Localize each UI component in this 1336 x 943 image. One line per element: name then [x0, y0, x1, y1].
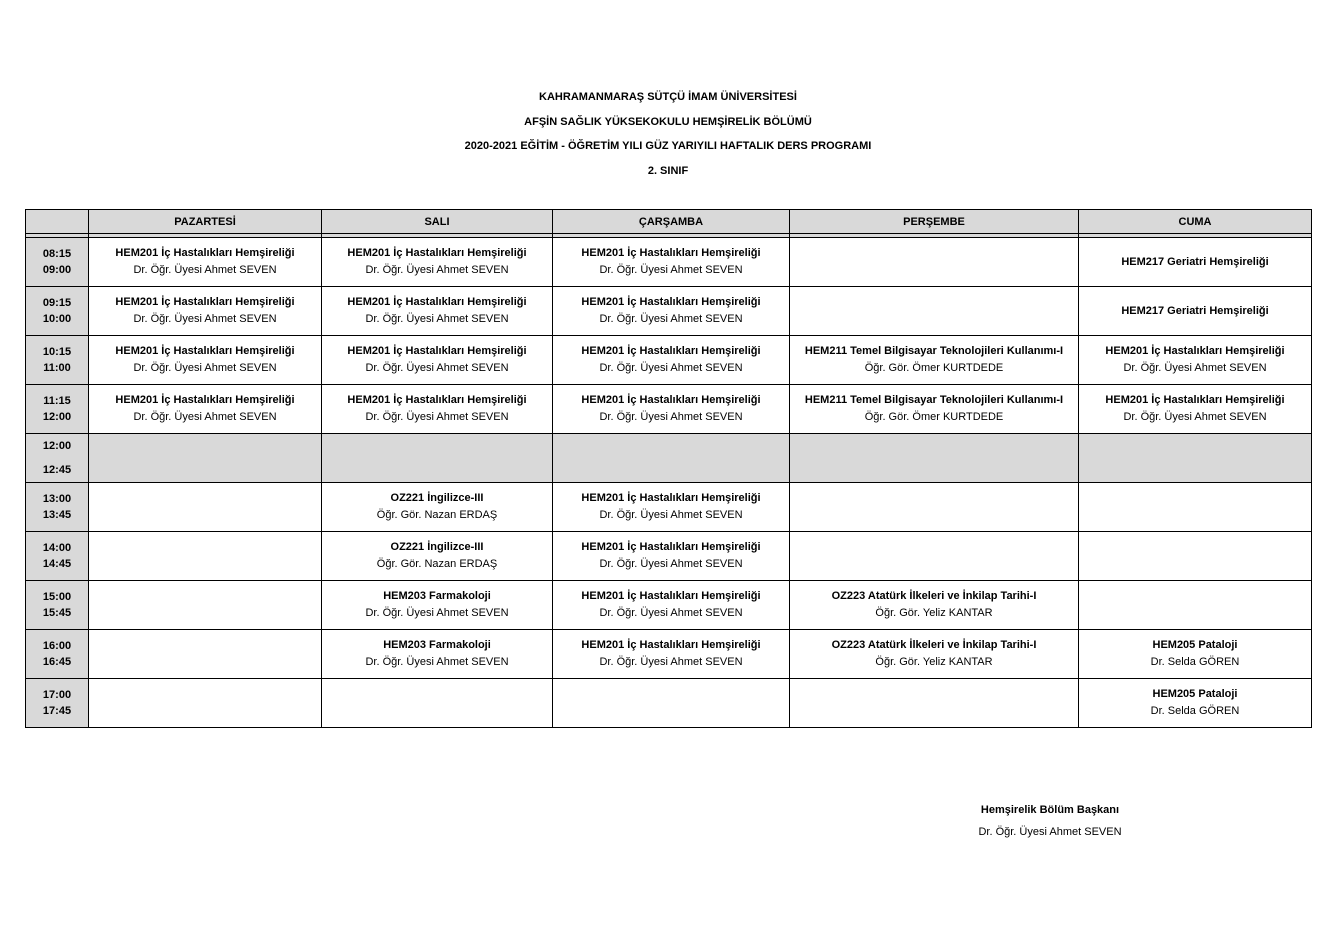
class-cell: [322, 532, 553, 581]
class-cell: [89, 336, 322, 385]
instructor-name: Dr. Selda GÖREN: [1150, 656, 1240, 668]
day-header-row: [26, 210, 1312, 234]
start-time: 10:15: [42, 346, 72, 358]
course-name: HEM201 İç Hastalıkları Hemşireliği: [115, 247, 295, 259]
time-slot-row: [26, 532, 1312, 581]
class-cell: [89, 287, 322, 336]
course-name: HEM203 Farmakoloji: [383, 590, 491, 602]
time-cell: [26, 483, 89, 532]
instructor-name: Dr. Öğr. Üyesi Ahmet SEVEN: [1123, 411, 1267, 423]
course-name: HEM201 İç Hastalıkları Hemşireliği: [115, 296, 295, 308]
time-cell: [26, 434, 89, 483]
time-slot-row: [26, 630, 1312, 679]
start-time: 11:15: [43, 395, 71, 407]
instructor-name: Dr. Öğr. Üyesi Ahmet SEVEN: [365, 411, 509, 423]
class-cell: [553, 483, 790, 532]
course-name: HEM201 İç Hastalıkları Hemşireliği: [581, 394, 761, 406]
start-time: 13:00: [42, 493, 72, 505]
course-name: OZ221 İngilizce-III: [390, 492, 484, 504]
day-header: CUMA: [1079, 210, 1312, 234]
course-name: HEM201 İç Hastalıkları Hemşireliği: [581, 345, 761, 357]
instructor-name: Dr. Öğr. Üyesi Ahmet SEVEN: [599, 362, 743, 374]
class-cell: [1079, 483, 1312, 532]
course-name: HEM201 İç Hastalıkları Hemşireliği: [581, 492, 761, 504]
class-cell: [553, 532, 790, 581]
time-cell: [26, 630, 89, 679]
class-cell: [553, 238, 790, 287]
instructor-name: Dr. Öğr. Üyesi Ahmet SEVEN: [133, 411, 277, 423]
department-title: AFŞİN SAĞLIK YÜKSEKOKULU HEMŞİRELİK BÖLÜMÜ: [524, 116, 812, 128]
class-cell: [1079, 287, 1312, 336]
class-cell: [790, 385, 1079, 434]
signature-name: Dr. Öğr. Üyesi Ahmet SEVEN: [978, 826, 1122, 838]
schedule-table: [25, 209, 1312, 728]
course-name: HEM201 İç Hastalıkları Hemşireliği: [347, 394, 527, 406]
class-cell: [553, 336, 790, 385]
instructor-name: Dr. Öğr. Üyesi Ahmet SEVEN: [599, 558, 743, 570]
day-header: PERŞEMBE: [790, 210, 1079, 234]
class-cell: [790, 483, 1079, 532]
instructor-name: Dr. Öğr. Üyesi Ahmet SEVEN: [599, 313, 743, 325]
class-level: 2. SINIF: [647, 165, 689, 177]
class-cell: [322, 630, 553, 679]
university-title: KAHRAMANMARAŞ SÜTÇÜ İMAM ÜNİVERSİTESİ: [539, 91, 797, 103]
time-cell: [26, 679, 89, 728]
course-name: HEM201 İç Hastalıkları Hemşireliği: [581, 639, 761, 651]
class-cell: [553, 287, 790, 336]
instructor-name: Dr. Öğr. Üyesi Ahmet SEVEN: [599, 607, 743, 619]
instructor-name: Dr. Öğr. Üyesi Ahmet SEVEN: [365, 362, 509, 374]
instructor-name: Dr. Öğr. Üyesi Ahmet SEVEN: [599, 656, 743, 668]
class-cell: [1079, 336, 1312, 385]
class-cell: [322, 336, 553, 385]
course-name: HEM201 İç Hastalıkları Hemşireliği: [347, 296, 527, 308]
course-name: HEM201 İç Hastalıkları Hemşireliği: [115, 345, 295, 357]
instructor-name: Öğr. Gör. Ömer KURTDEDE: [864, 411, 1004, 423]
time-slot-row: [26, 336, 1312, 385]
class-cell: [322, 679, 553, 728]
instructor-name: Dr. Öğr. Üyesi Ahmet SEVEN: [365, 607, 509, 619]
day-header: ÇARŞAMBA: [553, 210, 790, 234]
time-cell: [26, 385, 89, 434]
class-cell: [553, 630, 790, 679]
class-cell: [553, 679, 790, 728]
time-cell: [26, 238, 89, 287]
class-cell: [1079, 385, 1312, 434]
end-time: 15:45: [42, 607, 72, 619]
start-time: 09:15: [42, 297, 72, 309]
program-title: 2020-2021 EĞİTİM - ÖĞRETİM YILI GÜZ YARIYILI HAFTALIK DERS PROGRAMI: [464, 140, 872, 152]
start-time: 16:00: [42, 640, 72, 652]
start-time: 17:00: [42, 689, 72, 701]
class-cell: [790, 630, 1079, 679]
course-name: HEM205 Pataloji: [1152, 639, 1238, 651]
class-cell: [322, 581, 553, 630]
time-cell: [26, 532, 89, 581]
class-cell: [322, 483, 553, 532]
course-name: HEM203 Farmakoloji: [383, 639, 491, 651]
class-cell: [1079, 679, 1312, 728]
instructor-name: Dr. Öğr. Üyesi Ahmet SEVEN: [365, 313, 509, 325]
instructor-name: Dr. Öğr. Üyesi Ahmet SEVEN: [599, 411, 743, 423]
class-cell: [790, 287, 1079, 336]
time-slot-row: [26, 581, 1312, 630]
schedule-body: [26, 234, 1312, 728]
start-time: 15:00: [42, 591, 72, 603]
course-name: OZ221 İngilizce-III: [390, 541, 484, 553]
end-time: 16:45: [42, 656, 72, 668]
time-slot-row: [26, 238, 1312, 287]
course-name: HEM217 Geriatri Hemşireliği: [1121, 255, 1269, 268]
start-time: 14:00: [42, 542, 72, 554]
class-cell: [1079, 630, 1312, 679]
class-cell: [1079, 434, 1312, 483]
class-cell: [790, 679, 1079, 728]
course-name: HEM201 İç Hastalıkları Hemşireliği: [581, 590, 761, 602]
course-name: HEM201 İç Hastalıkları Hemşireliği: [115, 394, 295, 406]
class-cell: [1079, 581, 1312, 630]
instructor-name: Öğr. Gör. Ömer KURTDEDE: [864, 362, 1004, 374]
class-cell: [89, 483, 322, 532]
time-cell: [26, 581, 89, 630]
class-cell: [89, 532, 322, 581]
instructor-name: Dr. Öğr. Üyesi Ahmet SEVEN: [133, 313, 277, 325]
class-cell: [790, 532, 1079, 581]
course-name: HEM217 Geriatri Hemşireliği: [1121, 304, 1269, 317]
class-cell: [89, 630, 322, 679]
instructor-name: Dr. Öğr. Üyesi Ahmet SEVEN: [1123, 362, 1267, 374]
instructor-name: Dr. Selda GÖREN: [1150, 705, 1240, 717]
class-cell: [322, 434, 553, 483]
course-name: HEM201 İç Hastalıkları Hemşireliği: [581, 541, 761, 553]
class-cell: [790, 434, 1079, 483]
class-cell: [1079, 238, 1312, 287]
instructor-name: Dr. Öğr. Üyesi Ahmet SEVEN: [599, 509, 743, 521]
class-cell: [89, 385, 322, 434]
instructor-name: Dr. Öğr. Üyesi Ahmet SEVEN: [133, 362, 277, 374]
instructor-name: Dr. Öğr. Üyesi Ahmet SEVEN: [365, 264, 509, 276]
course-name: HEM201 İç Hastalıkları Hemşireliği: [581, 247, 761, 259]
class-cell: [553, 385, 790, 434]
instructor-name: Dr. Öğr. Üyesi Ahmet SEVEN: [365, 656, 509, 668]
instructor-name: Öğr. Gör. Yeliz KANTAR: [875, 607, 993, 619]
day-header: SALI: [322, 210, 553, 234]
course-name: HEM205 Pataloji: [1152, 688, 1238, 700]
class-cell: [790, 336, 1079, 385]
course-name: OZ223 Atatürk İlkeleri ve İnkilap Tarihi-I: [831, 590, 1037, 602]
class-cell: [89, 434, 322, 483]
time-header: [26, 210, 89, 234]
instructor-name: Öğr. Gör. Nazan ERDAŞ: [376, 509, 498, 521]
time-slot-row: [26, 679, 1312, 728]
time-slot-row: [26, 385, 1312, 434]
time-cell: [26, 287, 89, 336]
end-time: 13:45: [42, 509, 72, 521]
time-slot-row: [26, 483, 1312, 532]
day-header: PAZARTESİ: [89, 210, 322, 234]
time-cell: [26, 336, 89, 385]
lunch-break-row: [26, 434, 1312, 483]
time-slot-row: [26, 287, 1312, 336]
start-time: 12:00: [42, 440, 72, 452]
class-cell: [89, 238, 322, 287]
course-name: OZ223 Atatürk İlkeleri ve İnkilap Tarihi-I: [831, 639, 1037, 651]
class-cell: [322, 385, 553, 434]
class-cell: [790, 581, 1079, 630]
class-cell: [553, 434, 790, 483]
class-cell: [322, 287, 553, 336]
start-time: 08:15: [42, 248, 72, 260]
course-name: HEM201 İç Hastalıkları Hemşireliği: [347, 247, 527, 259]
instructor-name: Dr. Öğr. Üyesi Ahmet SEVEN: [133, 264, 277, 276]
course-name: HEM211 Temel Bilgisayar Teknolojileri Kullanımı-I: [804, 345, 1064, 357]
instructor-name: Öğr. Gör. Nazan ERDAŞ: [376, 558, 498, 570]
end-time: 12:00: [42, 411, 72, 423]
end-time: 12:45: [42, 464, 72, 476]
end-time: 14:45: [42, 558, 72, 570]
course-name: HEM201 İç Hastalıkları Hemşireliği: [347, 345, 527, 357]
course-name: HEM201 İç Hastalıkları Hemşireliği: [581, 296, 761, 308]
course-name: HEM201 İç Hastalıkları Hemşireliği: [1105, 394, 1285, 406]
signature-title: Hemşirelik Bölüm Başkanı: [980, 804, 1120, 816]
class-cell: [322, 238, 553, 287]
class-cell: [89, 581, 322, 630]
course-name: HEM211 Temel Bilgisayar Teknolojileri Kullanımı-I: [804, 394, 1064, 406]
class-cell: [553, 581, 790, 630]
course-name: HEM201 İç Hastalıkları Hemşireliği: [1105, 345, 1285, 357]
end-time: 11:00: [43, 362, 71, 374]
end-time: 09:00: [42, 264, 72, 276]
instructor-name: Öğr. Gör. Yeliz KANTAR: [875, 656, 993, 668]
class-cell: [790, 238, 1079, 287]
end-time: 10:00: [42, 313, 72, 325]
class-cell: [1079, 532, 1312, 581]
instructor-name: Dr. Öğr. Üyesi Ahmet SEVEN: [599, 264, 743, 276]
end-time: 17:45: [42, 705, 72, 717]
class-cell: [89, 679, 322, 728]
